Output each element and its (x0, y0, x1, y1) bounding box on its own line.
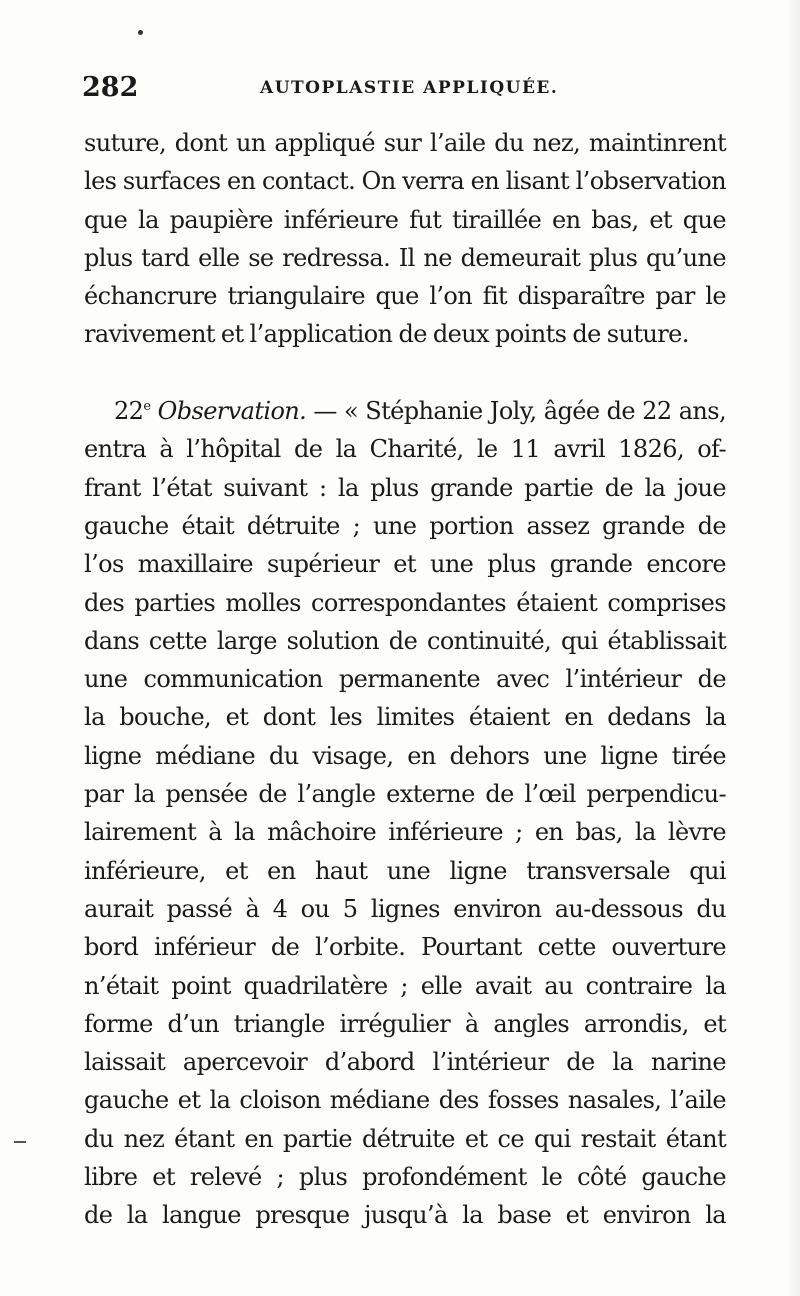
text-line: libre et relevé ; plus profondément le côté gauche (84, 1163, 726, 1192)
text-line: aurait passé à 4 ou 5 lignes environ au-dessous du (84, 894, 726, 923)
observation-number: 22 (114, 397, 144, 426)
text-line: laissait apercevoir d’abord l’intérieur de la narine (84, 1048, 726, 1077)
observation-intro: — « Stéphanie Joly, âgée de 22 ans, (306, 397, 727, 426)
text-line: suture, dont un appliqué sur l’aile du nez, maintinrent (84, 129, 726, 157)
page-number: 282 (82, 72, 139, 103)
observation-ordinal: e (143, 399, 151, 415)
ink-speck (138, 30, 143, 35)
text-line: ravivement et l’application de deux points de suture. (84, 320, 689, 349)
text-line: que la paupière inférieure fut tiraillée en bas, et que (84, 205, 726, 234)
observation-heading-line (84, 392, 726, 430)
text-line: échancrure triangulaire que l’on fit disparaître par le (84, 282, 726, 311)
text-line: ligne médiane du visage, en dehors une ligne tirée (84, 741, 726, 770)
text-line: forme d’un triangle irrégulier à angles arrondis, et (84, 1009, 726, 1038)
text-line: par la pensée de l’angle externe de l’œil perpendicu- (84, 780, 726, 809)
text-line: gauche était détruite ; une portion assez grande de (84, 511, 726, 540)
text-line: une communication permanente avec l’intérieur de (84, 665, 726, 694)
text-line: plus tard elle se redressa. Il ne demeurait plus qu’une (84, 243, 726, 272)
text-line: frant l’état suivant : la plus grande partie de la joue (84, 473, 726, 502)
text-line: la bouche, et dont les limites étaient en dedans la (84, 703, 726, 732)
text-line: n’était point quadrilatère ; elle avait au contraire la (84, 971, 726, 1000)
page-edge-shadow (786, 0, 800, 1296)
text-line: entra à l’hôpital de la Charité, le 11 avril 1826, of- (84, 435, 726, 464)
running-title: AUTOPLASTIE APPLIQUÉE. (260, 78, 559, 98)
text-line: du nez étant en partie détruite et ce qui restait étant (84, 1124, 726, 1153)
text-line: des parties molles correspondantes étaient comprises (84, 588, 726, 617)
paragraph-gap (84, 354, 726, 392)
page-header (82, 72, 724, 108)
text-line: l’os maxillaire supérieur et une plus grande encore (84, 550, 726, 579)
observation-label: Observation. (157, 397, 307, 426)
body-text (84, 124, 726, 1235)
text-line: lairement à la mâchoire inférieure ; en bas, la lèvre (84, 818, 726, 847)
text-line: gauche et la cloison médiane des fosses nasales, l’aile (84, 1086, 726, 1115)
text-line: inférieure, et en haut une ligne transversale qui (84, 856, 726, 885)
margin-mark (14, 1141, 26, 1143)
text-line: dans cette large solution de continuité, qui établissait (84, 626, 726, 655)
text-line: de la langue presque jusqu’à la base et environ la (84, 1201, 726, 1230)
text-line: bord inférieur de l’orbite. Pourtant cette ouverture (84, 933, 726, 962)
text-line: les surfaces en contact. On verra en lisant l’observation (84, 167, 726, 196)
